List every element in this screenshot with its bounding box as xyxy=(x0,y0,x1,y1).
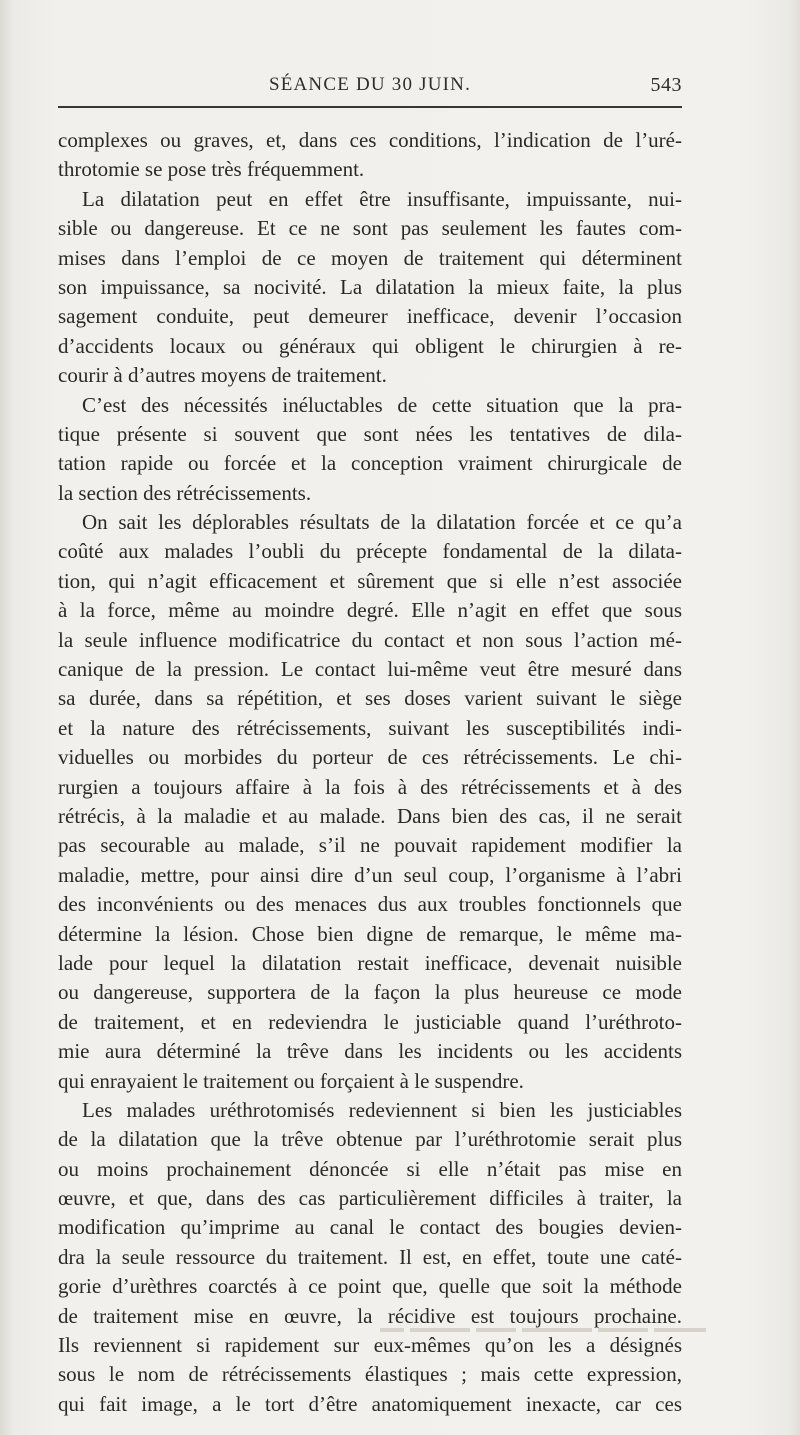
header-rule xyxy=(58,106,682,108)
text-line: maladie, mettre, pour ainsi dire d’un seul coup, l’organisme à l’abri xyxy=(58,862,682,887)
text-line: tion, qui n’agit efficacement et sûrement que si elle n’est associée xyxy=(58,568,682,593)
paragraph xyxy=(58,185,682,391)
paragraph xyxy=(58,508,682,1096)
text-line: sous le nom de rétrécissements élastiques ; mais cette expression, xyxy=(58,1362,682,1387)
text-line: gorie d’urèthres coarctés à ce point que, quelle que soit la méthode xyxy=(58,1274,682,1299)
show-through-marks xyxy=(380,1325,710,1335)
text-line: son impuissance, sa nocivité. La dilatation la mieux faite, la plus xyxy=(58,274,682,299)
text-line: throtomie se pose très fréquemment. xyxy=(58,157,365,182)
paragraph xyxy=(58,391,682,509)
text-line: tique présente si souvent que sont nées les tentatives de dila- xyxy=(58,421,682,446)
text-line: La dilatation peut en effet être insuffisante, impuissante, nui- xyxy=(82,186,682,211)
text-line: de traitement mise en œuvre, la récidive est toujours prochaine. xyxy=(58,1303,682,1328)
text-line: et la nature des rétrécissements, suivant les susceptibilités indi- xyxy=(58,715,682,740)
text-line: de traitement, et en redeviendra le justiciable quand l’uréthroto- xyxy=(58,1009,682,1034)
text-line: C’est des nécessités inéluctables de cette situation que la pra- xyxy=(82,392,682,417)
text-line: de la dilatation que la trêve obtenue par l’uréthrotomie serait plus xyxy=(58,1127,682,1152)
text-line: On sait les déplorables résultats de la dilatation forcée et ce qu’a xyxy=(82,510,682,535)
running-head-title: SÉANCE DU 30 JUIN. xyxy=(268,74,472,95)
text-line: Les malades uréthrotomisés redeviennent si bien les justiciables xyxy=(82,1097,682,1122)
text-line: sagement conduite, peut demeurer inefficace, devenir l’occasion xyxy=(58,304,682,329)
text-line: mie aura déterminé la trêve dans les incidents ou les accidents xyxy=(58,1039,682,1064)
text-line: tation rapide ou forcée et la conception vraiment chirurgicale de xyxy=(58,451,682,476)
text-line: ou dangereuse, supportera de la façon la plus heureuse ce mode xyxy=(58,980,682,1005)
text-line: pas secourable au malade, s’il ne pouvait rapidement modifier la xyxy=(58,833,682,858)
text-line: la section des rétrécissements. xyxy=(58,480,312,505)
text-line: des inconvénients ou des menaces dus aux troubles fonctionnels que xyxy=(58,892,682,917)
text-line: courir à d’autres moyens de traitement. xyxy=(58,363,387,388)
text-line: canique de la pression. Le contact lui-même veut être mesuré dans xyxy=(58,657,682,682)
text-line: qui enrayaient le traitement ou forçaient à le suspendre. xyxy=(58,1068,524,1093)
text-line: modification qu’imprime au canal le contact des bougies devien- xyxy=(58,1215,682,1240)
text-line: d’accidents locaux ou généraux qui obligent le chirurgien à re- xyxy=(58,333,682,358)
text-line: dra la seule ressource du traitement. Il est, en effet, toute une caté- xyxy=(58,1244,682,1269)
text-line: détermine la lésion. Chose bien digne de remarque, le même ma- xyxy=(58,921,682,946)
text-line: œuvre, et que, dans des cas particulièrement difficiles à traiter, la xyxy=(58,1186,682,1211)
text-line: mises dans l’emploi de ce moyen de traitement qui déterminent xyxy=(58,245,682,270)
text-line: sible ou dangereuse. Et ce ne sont pas seulement les fautes com- xyxy=(58,216,682,241)
text-line: la seule influence modificatrice du contact et non sous l’action mé- xyxy=(58,627,682,652)
text-line: complexes ou graves, et, dans ces conditions, l’indication de l’uré- xyxy=(58,128,682,152)
text-line: qui fait image, a le tort d’être anatomiquement inexacte, car ces xyxy=(58,1391,682,1416)
running-head xyxy=(58,70,682,106)
text-line: ou moins prochainement dénoncée si elle n’était pas mise en xyxy=(58,1156,682,1181)
paragraph-continuation xyxy=(58,126,682,185)
text-line: rétrécis, à la maladie et au malade. Dans bien des cas, il ne serait xyxy=(58,803,682,828)
paragraph xyxy=(58,1096,682,1419)
text-line: sa durée, dans sa répétition, et ses doses varient suivant le siège xyxy=(58,686,682,711)
text-line: coûté aux malades l’oubli du précepte fondamental de la dilata- xyxy=(58,539,682,564)
text-line: à la force, même au moindre degré. Elle n’agit en effet que sous xyxy=(58,598,682,623)
body-text xyxy=(58,126,682,1419)
text-line: lade pour lequel la dilatation restait inefficace, devenait nuisible xyxy=(58,950,682,975)
page-number: 543 xyxy=(650,74,682,96)
text-line: Ils reviennent si rapidement sur eux-mêmes qu’on les a désignés xyxy=(58,1333,682,1358)
text-line: rurgien a toujours affaire à la fois à des rétrécissements et à des xyxy=(58,774,682,799)
text-line: viduelles ou morbides du porteur de ces rétrécissements. Le chi- xyxy=(58,745,682,770)
